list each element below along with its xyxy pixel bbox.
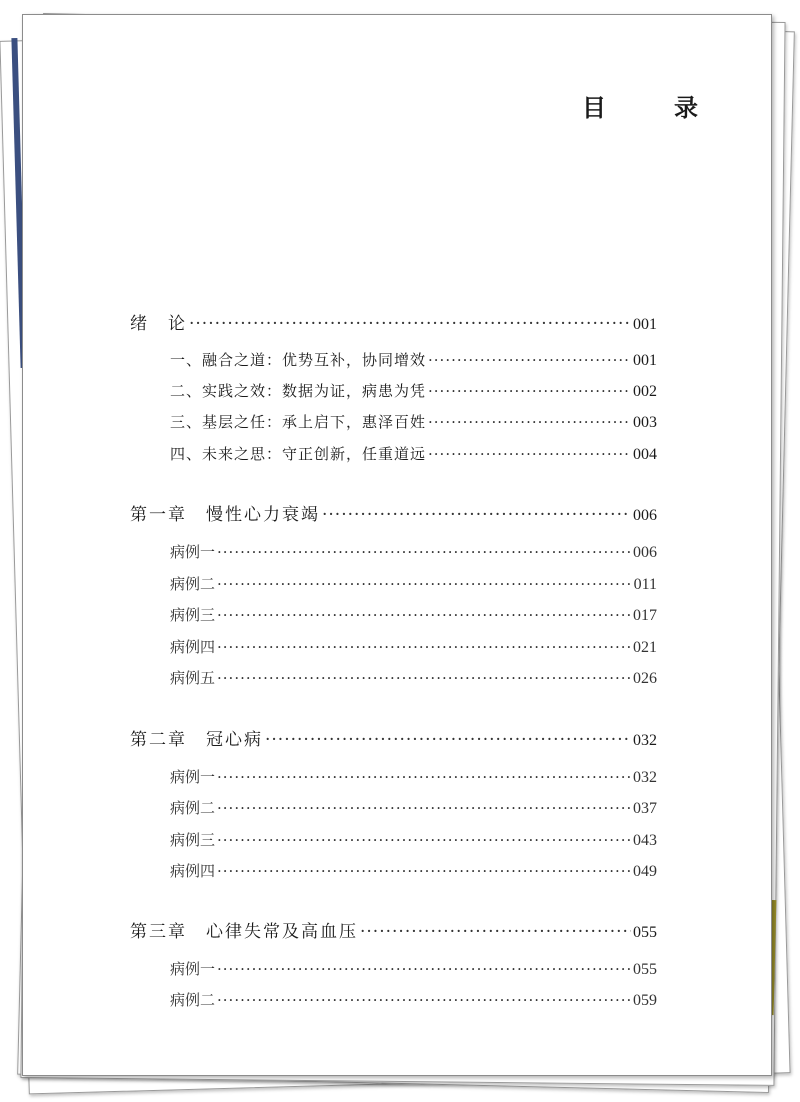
toc-entry-label: 四、未来之思：守正创新，任重道远 (170, 445, 427, 463)
toc-entry[interactable] (170, 604, 657, 625)
leader-dots (217, 606, 631, 624)
toc-entry-page: 011 (633, 576, 657, 593)
toc-entry-page: 017 (633, 607, 657, 624)
toc-entry-page: 003 (633, 414, 657, 431)
toc-entry[interactable] (170, 573, 657, 594)
toc-entry-page: 021 (633, 639, 657, 656)
toc-entry[interactable] (170, 349, 657, 370)
toc-entry-label: 绪 论 (130, 314, 187, 334)
toc-entry-page: 032 (633, 769, 657, 786)
leader-dots (428, 445, 631, 463)
toc-entry-page: 006 (633, 507, 657, 524)
toc-entry-label: 二、实践之效：数据为证，病患为凭 (170, 382, 427, 400)
page-title: 目 录 (582, 93, 720, 122)
toc-entry[interactable] (170, 411, 657, 432)
toc-entry[interactable] (170, 766, 657, 787)
leader-dots (428, 382, 631, 400)
toc-entry[interactable] (170, 380, 657, 401)
leader-dots (322, 505, 631, 525)
leader-dots (217, 638, 631, 656)
leader-dots (189, 314, 631, 334)
toc-entry-label: 病例一 (170, 960, 216, 978)
toc-entry-page: 059 (633, 992, 657, 1009)
leader-dots (217, 543, 631, 561)
leader-dots (428, 413, 631, 431)
leader-dots (217, 799, 631, 817)
toc-entry-chapter-1[interactable] (130, 500, 657, 525)
toc-entry-label: 病例二 (170, 575, 216, 593)
toc-entry-page: 043 (633, 832, 657, 849)
toc-entry-page: 049 (633, 863, 657, 880)
toc-entry-label: 病例五 (170, 669, 216, 687)
toc-entry-page: 004 (633, 446, 657, 463)
toc-entry[interactable] (170, 636, 657, 657)
toc-entry-page: 001 (633, 352, 657, 369)
toc-entry[interactable] (170, 797, 657, 818)
toc-entry-label: 病例三 (170, 831, 216, 849)
toc-entry-label: 第三章 心律失常及高血压 (130, 922, 358, 942)
toc-entry-label: 病例二 (170, 991, 216, 1009)
leader-dots (217, 862, 631, 880)
toc-entry-page: 002 (633, 383, 657, 400)
toc-entry-label: 第一章 慢性心力衰竭 (130, 505, 320, 525)
toc-entry[interactable] (170, 989, 657, 1010)
toc-entry-label: 三、基层之任：承上启下，惠泽百姓 (170, 413, 427, 431)
leader-dots (217, 768, 631, 786)
toc-entry-label: 一、融合之道：优势互补，协同增效 (170, 351, 427, 369)
toc-entry-page: 032 (633, 732, 657, 749)
toc-entry-label: 病例四 (170, 862, 216, 880)
toc-entry[interactable] (170, 541, 657, 562)
toc-entry-page: 037 (633, 800, 657, 817)
leader-dots (217, 669, 631, 687)
toc-entry-label: 第二章 冠心病 (130, 730, 263, 750)
toc-entry-chapter-2[interactable] (130, 725, 657, 750)
toc-entry-chapter-3[interactable] (130, 917, 657, 942)
toc-entry-page: 006 (633, 544, 657, 561)
toc-entry-page: 055 (633, 961, 657, 978)
toc-entry[interactable] (170, 829, 657, 850)
toc-entry-label: 病例三 (170, 606, 216, 624)
toc-entry-label: 病例一 (170, 768, 216, 786)
toc-entry-label: 病例二 (170, 799, 216, 817)
toc-entry[interactable] (170, 667, 657, 688)
leader-dots (217, 575, 632, 593)
toc-entry-label: 病例四 (170, 638, 216, 656)
leader-dots (360, 922, 631, 942)
toc-entry-intro[interactable] (130, 309, 657, 334)
toc-entry-page: 026 (633, 670, 657, 687)
toc-entry[interactable] (170, 860, 657, 881)
leader-dots (217, 831, 631, 849)
toc-entry-page: 001 (633, 316, 657, 333)
leader-dots (217, 960, 631, 978)
leader-dots (217, 991, 631, 1009)
toc-entry[interactable] (170, 958, 657, 979)
leader-dots (428, 351, 631, 369)
toc-entry[interactable] (170, 443, 657, 464)
toc-entry-page: 055 (633, 924, 657, 941)
toc-entry-label: 病例一 (170, 543, 216, 561)
leader-dots (265, 730, 631, 750)
